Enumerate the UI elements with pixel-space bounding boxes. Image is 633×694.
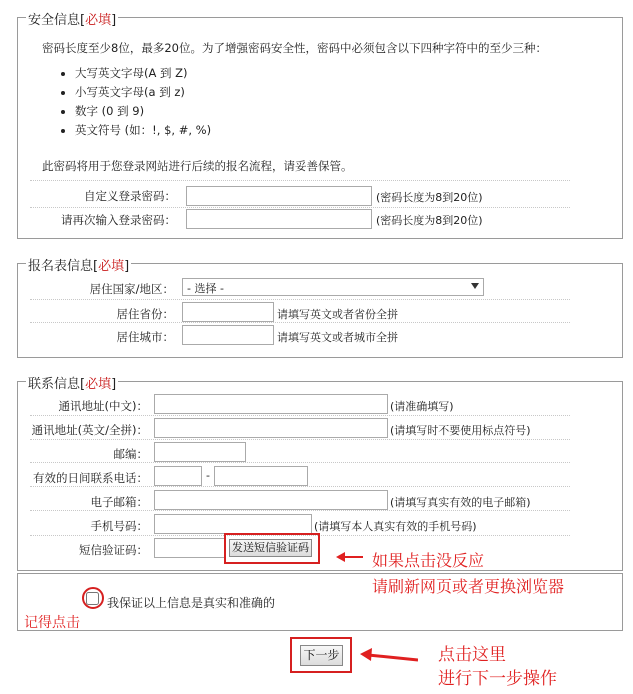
- checkbox-annotation: 记得点击: [24, 615, 80, 631]
- security-legend: 安全信息[必填]: [26, 9, 118, 28]
- zip-label: 邮编：: [113, 447, 148, 461]
- next-annotation-line2: 进行下一步操作: [438, 669, 557, 689]
- password-hint: (密码长度为8到20位): [376, 191, 483, 204]
- password-label: 自定义登录密码：: [84, 189, 176, 203]
- address-en-label: 通讯地址(英文/全拼)：: [31, 423, 148, 437]
- next-annotation-line1: 点击这里: [438, 645, 506, 665]
- country-select-value: - 选择 -: [187, 282, 224, 295]
- password-intro: 密码长度至少8位，最多20位。为了增强密码安全性，密码中必须包含以下四种字符中的至少三种：: [42, 41, 547, 55]
- rule-symbol: • 英文符号 (如：!, $, #, %): [75, 121, 211, 140]
- next-button-highlight: [290, 637, 352, 673]
- divider: [30, 207, 570, 208]
- sms-code-input[interactable]: [154, 538, 226, 558]
- city-label: 居住城市：: [116, 330, 174, 344]
- mobile-hint: (请填写本人真实有效的手机号码): [314, 520, 477, 533]
- rule-lowercase: • 小写英文字母(a 到 z): [75, 83, 211, 102]
- rule-uppercase: • 大写英文字母(A 到 Z): [75, 64, 211, 83]
- contact-legend: 联系信息[必填]: [26, 373, 118, 392]
- divider: [30, 415, 570, 416]
- address-cn-input[interactable]: [154, 394, 388, 414]
- phone-area-input[interactable]: [154, 466, 202, 486]
- phone-number-input[interactable]: [214, 466, 308, 486]
- phone-separator: -: [206, 469, 210, 482]
- mobile-input[interactable]: [154, 514, 312, 534]
- sms-button-highlight: [224, 533, 320, 564]
- divider: [30, 299, 570, 300]
- password-rules-list: [57, 64, 211, 140]
- divider: [30, 510, 570, 511]
- country-select[interactable]: [182, 278, 484, 296]
- sms-code-label: 短信验证码：: [79, 543, 148, 557]
- confirm-password-hint: (密码长度为8到20位): [376, 214, 483, 227]
- divider: [30, 322, 570, 323]
- password-notice: 此密码将用于您登录网站进行后续的报名流程，请妥善保管。: [42, 159, 353, 173]
- sms-annotation-line1: 如果点击没反应: [372, 551, 485, 570]
- email-input[interactable]: [154, 490, 388, 510]
- send-sms-code-button[interactable]: 发送短信验证码: [229, 539, 312, 557]
- password-input[interactable]: [186, 186, 372, 206]
- email-hint: (请填写真实有效的电子邮箱): [390, 496, 531, 509]
- zip-input[interactable]: [154, 442, 246, 462]
- arrow-left-icon: [336, 551, 364, 563]
- province-hint: 请填写英文或者省份全拼: [277, 308, 398, 321]
- city-input[interactable]: [182, 325, 274, 345]
- city-hint: 请填写英文或者城市全拼: [277, 331, 398, 344]
- confirm-password-label: 请再次输入登录密码：: [61, 213, 176, 227]
- phone-label: 有效的日间联系电话：: [33, 471, 148, 485]
- divider: [30, 486, 570, 487]
- rule-digit: • 数字 (0 到 9): [75, 102, 211, 121]
- arrow-left-icon: [360, 648, 418, 668]
- registration-legend: 报名表信息[必填]: [26, 255, 131, 274]
- confirm-checkbox-label[interactable]: 我保证以上信息是真实和准确的: [107, 596, 276, 610]
- email-label: 电子邮箱：: [90, 495, 148, 509]
- next-step-button[interactable]: 下一步: [300, 645, 343, 666]
- mobile-label: 手机号码：: [90, 519, 148, 533]
- divider: [30, 462, 570, 463]
- country-label: 居住国家/地区：: [89, 282, 174, 296]
- sms-annotation-line2: 请刷新网页或者更换浏览器: [372, 577, 565, 596]
- address-en-hint: (请填写时不要使用标点符号): [390, 424, 531, 437]
- address-en-input[interactable]: [154, 418, 388, 438]
- address-cn-hint: (请准确填写): [390, 400, 454, 413]
- province-label: 居住省份：: [116, 307, 174, 321]
- confirm-password-input[interactable]: [186, 209, 372, 229]
- checkbox-highlight-circle: [82, 587, 104, 609]
- address-cn-label: 通讯地址(中文)：: [58, 399, 148, 413]
- divider: [30, 180, 570, 181]
- divider: [30, 439, 570, 440]
- chevron-down-icon: [471, 283, 479, 289]
- province-input[interactable]: [182, 302, 274, 322]
